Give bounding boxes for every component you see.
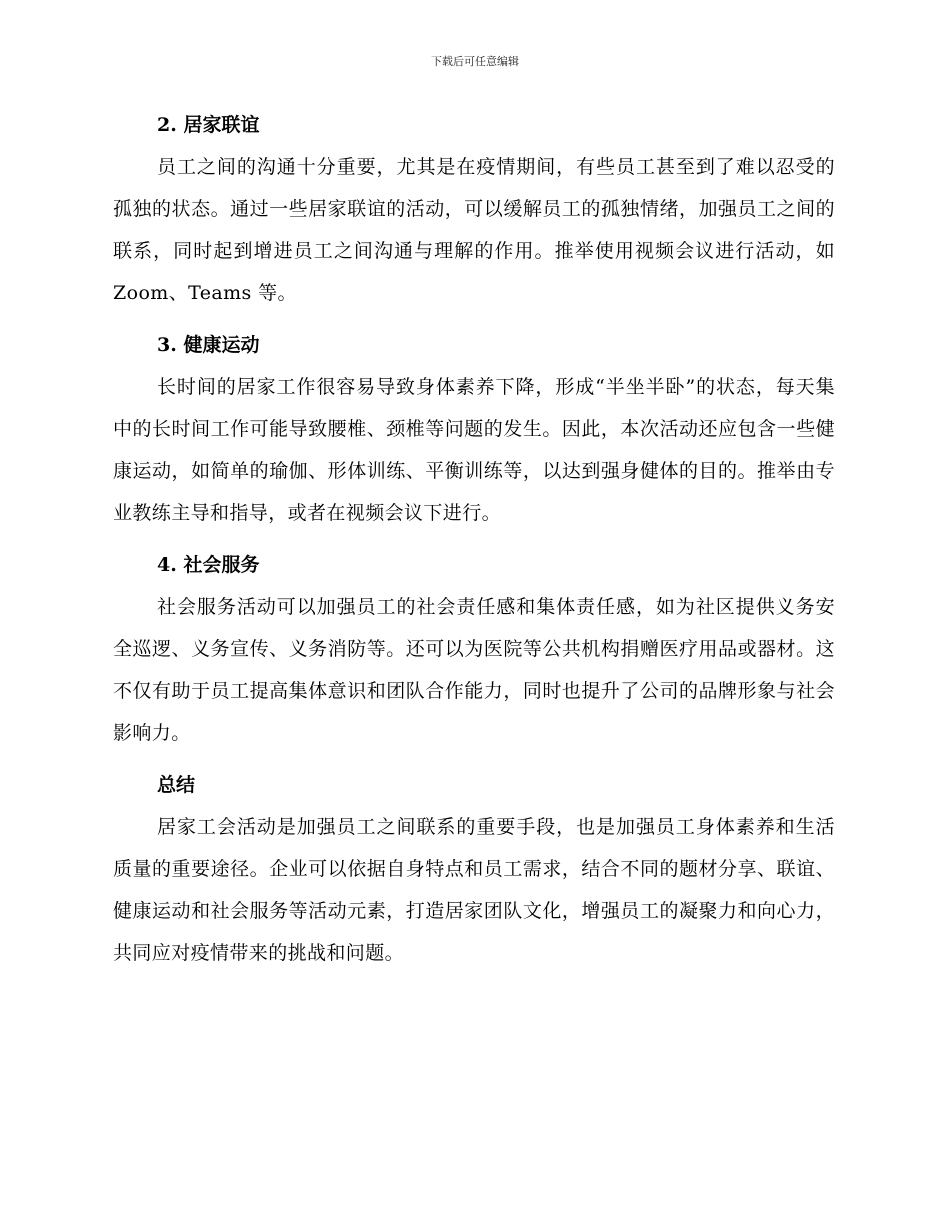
section-heading-health-exercise: 3. 健康运动 xyxy=(157,334,260,356)
page-header-note: 下载后可任意编辑 xyxy=(431,55,519,68)
section-heading-social-service: 4. 社会服务 xyxy=(157,554,260,576)
section-paragraph-social-service: 社会服务活动可以加强员工的社会责任感和集体责任感，如为社区提供义务安全巡逻、义务宣传、义务消防等。还可以为医院等公共机构捐赠医疗用品或器材。这不仅有助于员工提高集体意识和团队合作能力，同时也提升了公司的品牌形象与社会影响力。 xyxy=(113,596,835,744)
section-paragraph-home-social: 员工之间的沟通十分重要，尤其是在疫情期间，有些员工甚至到了难以忍受的孤独的状态。通过一些居家联谊的活动，可以缓解员工的孤独情绪，加强员工之间的联系，同时起到增进员工之间沟通与理解的作用。推举使用视频会议进行活动，如 Zoom、Teams 等。 xyxy=(113,156,835,304)
document-body xyxy=(113,104,835,974)
section-paragraph-health-exercise: 长时间的居家工作很容易导致身体素养下降，形成“半坐半卧”的状态，每天集中的长时间工作可能导致腰椎、颈椎等问题的发生。因此，本次活动还应包含一些健康运动，如简单的瑜伽、形体训练、平衡训练等，以达到强身健体的目的。推举由专业教练主导和指导，或者在视频会议下进行。 xyxy=(113,376,835,524)
section-heading-summary: 总结 xyxy=(157,774,196,796)
section-heading-home-social: 2. 居家联谊 xyxy=(157,114,260,136)
section-paragraph-summary: 居家工会活动是加强员工之间联系的重要手段，也是加强员工身体素养和生活质量的重要途径。企业可以依据自身特点和员工需求，结合不同的题材分享、联谊、健康运动和社会服务等活动元素，打造居家团队文化，增强员工的凝聚力和向心力，共同应对疫情带来的挑战和问题。 xyxy=(113,816,835,964)
